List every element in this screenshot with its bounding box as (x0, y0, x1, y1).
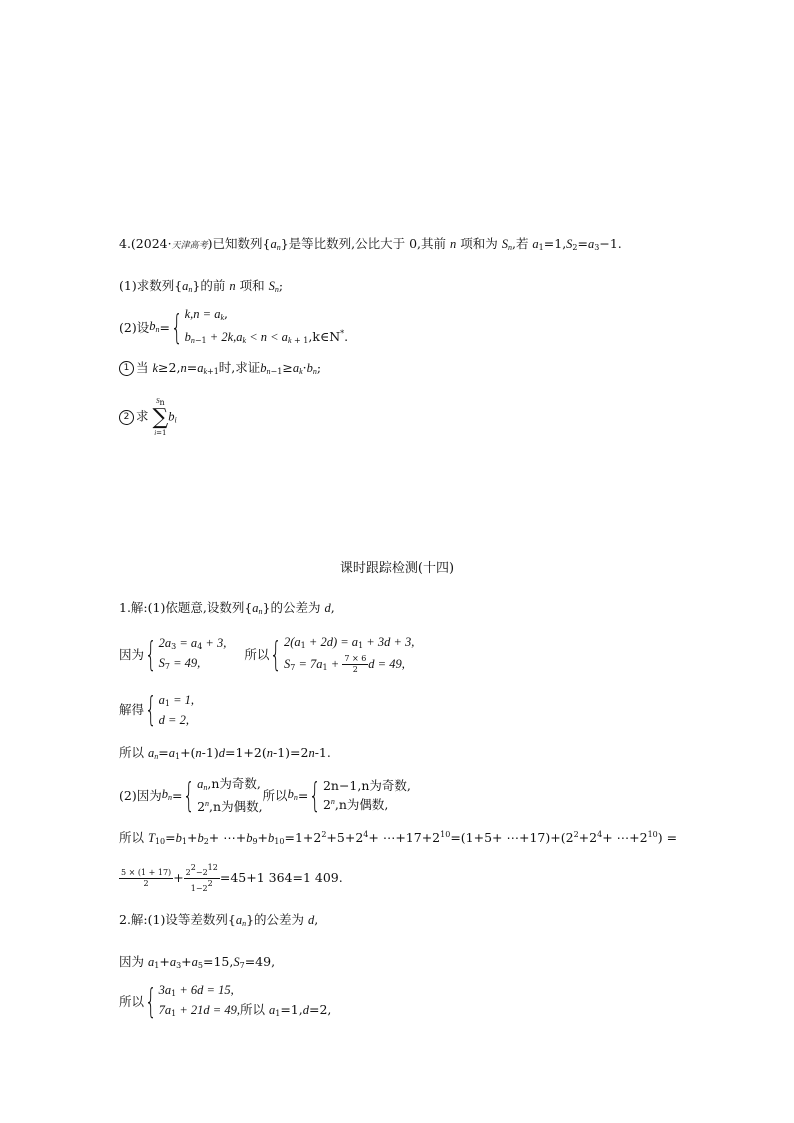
answer1-general-term: 所以 $a_n=a_1+(n-1)d=1+2(n-1)=2n-1$. (119, 745, 331, 761)
brace-icon: { (144, 690, 157, 730)
answer2-head: 2.解:(1)设等差数列$\{a_n\}$的公差为 d, (119, 912, 319, 928)
answers-title: 课时跟踪检测(十四) (339, 561, 455, 576)
answer1-system: 因为 { $2a_3 = a_4 + 3$, $S_7 = 49$, 所以 { $2(a_1 + 2d) = a_1 + 3d + 3$, $S_7 = 7a_1$ + $\frac{7 \times 6}{2}$ d = 49, (119, 635, 415, 675)
answer1-solution: 解得 { $a_1 = 1$, d = 2, (119, 690, 195, 730)
fraction: $\frac{7 \times 6}{2}$ (344, 654, 367, 674)
answer1-part2: (2)因为 $b_n$ = { $a_n,n$为奇数, 2$^n$,n为偶数, 所以 $b_n$ = { 2n−1,n为奇数, 2$^n$,n为偶数, (119, 775, 411, 816)
fraction: $\frac{2^2-2^{12}}{1-2^2}$ (185, 863, 218, 893)
circled-number-icon: 2 (119, 410, 134, 425)
q4-sub2: 2 求 $S_n$ ∑ i=1 $b_i$ (119, 396, 177, 438)
brace-icon: { (270, 635, 283, 675)
q4-sub1: 1 当 $k\ge 2,n=a_{k+1}$时,求证$b_{n-1}\ge a_k\cdot b_n$; (119, 360, 321, 380)
q4-stem: 4.(2024·天津高考)已知数列$\{a_n\}$是等比数列,公比大于 0,其前 n 项和为 $S_n$,若 $a_1=1,S_2=a_3-1$. (119, 236, 622, 252)
brace-icon: { (144, 982, 157, 1022)
answer1-head: 1.解:(1)依题意,设数列$\{a_n\}$的公差为 d, (119, 600, 335, 616)
brace-icon: { (183, 775, 196, 816)
brace-icon: { (309, 775, 322, 816)
brace-icon: { (144, 635, 157, 675)
q4-part1: (1)求数列$\{a_n\}$的前 n 项和 $S_n$; (119, 278, 284, 294)
summation-icon: $S_n$ ∑ i=1 (152, 397, 169, 437)
q4-part2: (2)设 $b_n$ = { $k,n = a_k$, $b_{n-1} + 2k,a_k < n$ < $a_{k + 1},k\in N^*$. (119, 306, 349, 348)
circled-number-icon: 1 (119, 361, 134, 376)
answer1-sum-result: $\frac{5 \times (1 + 17)}{2}$ + $\frac{2^2-2^{12}}{1-2^2}$ =45+1 364=1 409. (121, 863, 343, 893)
brace-icon: { (170, 307, 183, 348)
answer2-system: 所以 { $3a_1 + 6d = 15$, $7a_1 + 21d = 49$,所以 $a_1=1,d=2$, (119, 982, 332, 1022)
answer1-sum: 所以 $T_{10}=b_1+b_2+$ $\cdots+b_9+b_{10}=1+2^2+5+2^4+$ $\cdots+17+2^{10}=(1+5+$ $\cdots+17)+(2^2+2^4+$ $\cdots+2^{10}$) = (119, 830, 678, 846)
answer2-given: 因为 $a_1+a_3+a_5=15,S_7=49$, (119, 954, 276, 970)
fraction: $\frac{5 \times (1 + 17)}{2}$ (121, 868, 172, 888)
source-tag: 天津高考 (171, 241, 208, 251)
